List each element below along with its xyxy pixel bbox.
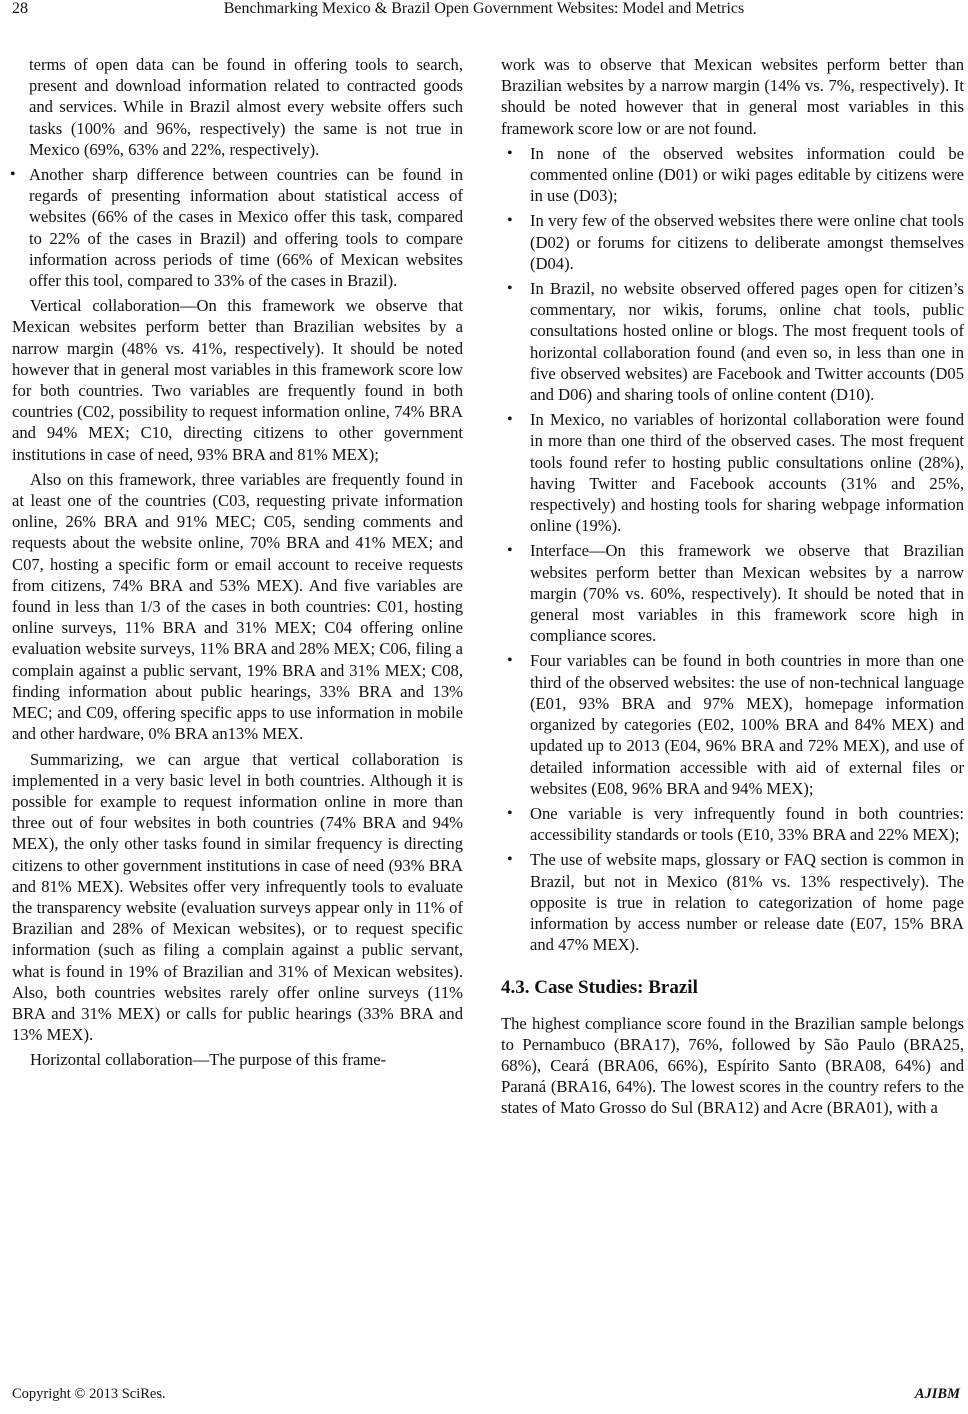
- right-column: [501, 54, 964, 1119]
- left-column: [12, 54, 463, 1071]
- paragraph: Vertical collaboration—On this framework we observe that Mexican websites perform better than Brazilian websites by a narrow margin (48% vs. 41%, respectively). It should be noted however that in general most variables in this framework score low for both countries. Two variables are frequently found in both countries (C02, possibility to request information online, 74% BRA and 94% MEX; C10, directing citizens to other government institutions in case of need, 93% BRA and 81% MEX);: [12, 296, 463, 464]
- paragraph: Also on this framework, three variables are frequently found in at least one of the countries (C03, requesting private information online, 26% BRA and 91% MEC; C05, sending comments and requests about the website online, 70% BRA and 41% MEX; and C07, hosting a specific form or email account to receive requests from citizens, 74% BRA and 53% MEX). And five variables are found in less than 1/3 of the cases in both countries: C01, hosting online surveys, 11% BRA and 31% MEX; C04 offering online evaluation website surveys, 11% BRA and 28% MEX; C06, filing a complain against a public servant, 19% BRA and 31% MEX; C08, finding information about public hearings, 33% BRA and 13% MEC; and C09, offering specific apps to use information in mobile and other hardware, 0% BRA an13% MEX.: [12, 469, 463, 744]
- paragraph: work was to observe that Mexican websites perform better than Brazilian websites by a narrow margin (14% vs. 7%, respectively). It should be noted however that in general most variables in this framework score low or are not found.: [501, 55, 964, 138]
- list-item: • The use of website maps, glossary or FAQ section is common in Brazil, but not in Mexico (81% vs. 13% respectively). The opposite is true in relation to categorization of home page information by access number or release date (E07, 15% BRA and 47% MEX).: [501, 849, 964, 955]
- section-heading: 4.3. Case Studies: Brazil: [501, 977, 698, 999]
- copyright-notice: Copyright © 2013 SciRes.: [12, 1386, 166, 1402]
- running-header: Benchmarking Mexico & Brazil Open Government Websites: Model and Metrics: [223, 0, 745, 17]
- paragraph: The highest compliance score found in the Brazilian sample belongs to Pernambuco (BRA17), 76%, followed by São Paulo (BRA25, 68%), Ceará (BRA06, 66%), Espírito Santo (BRA08, 64%) and Paraná (BRA16, 64%). The lowest scores in the country refers to the states of Mato Grosso do Sul (BRA12) and Acre (BRA01), with a: [501, 1013, 964, 1118]
- list-item: • Interface—On this framework we observe that Brazilian websites perform better than Mexican websites by a narrow margin (70% vs. 60%, respectively). It should be noted that in general most variables in this framework score high in compliance scores.: [501, 540, 964, 646]
- paragraph: Summarizing, we can argue that vertical collaboration is implemented in a very basic level in both countries. Although it is possible for example to request information online in more than three out of four websites in both countries (74% BRA and 94% MEX), the only other tasks found in similar frequency is directing citizens to other government institutions in case of need (93% BRA and 81% MEX). Websites offer very infrequently tools to evaluate the transparency website (evaluation surveys appear only in 11% of Brazilian and 28% of Mexican websites), or to request specific information (such as filing a complain against a public servant, what is found in 19% of Brazilian and 31% of Mexican websites). Also, both countries websites rarely offer online surveys (11% BRA and 31% MEX) or calls for public hearings (33% BRA and 13% MEX).: [12, 749, 463, 1045]
- continued-bullet-list: [12, 54, 463, 160]
- list-item: • Four variables can be found in both countries in more than one third of the observed websites: the use of non-technical language (E01, 93% BRA and 97% MEX), homepage information organized by categories (E02, 100% BRA and 84% MEX) and updated up to 2013 (E04, 96% BRA and 72% MEX), and use of detailed information accessible with aid of external files or websites (E08, 96% BRA and 94% MEX);: [501, 650, 964, 798]
- list-item: • In none of the observed websites information could be commented online (D01) or wiki pages editable by citizens were in use (D03);: [501, 143, 964, 207]
- list-item: • In Brazil, no website observed offered pages open for citizen’s commentary, nor wikis, forums, online chat tools, public consultations hosted online or blogs. The most frequent tools of horizontal collaboration found (and even so, in less than one in five observed websites) are Facebook and Twitter accounts (D05 and D06) and sharing tools of online content (D10).: [501, 278, 964, 405]
- bullet-list: [12, 164, 463, 291]
- list-item: • In Mexico, no variables of horizontal collaboration were found in more than one third of the observed cases. The most frequent tools found refer to hosting public consultations online (28%), having Twitter and Facebook accounts (31% and 25%, respectively) and hosting tools for sharing webpage information online (19%).: [501, 409, 964, 536]
- list-item: • In very few of the observed websites there were online chat tools (D02) or forums for citizens to deliberate amongst themselves (D04).: [501, 210, 964, 274]
- paragraph: Horizontal collaboration—The purpose of this frame-: [30, 1050, 387, 1070]
- page-number: 28: [12, 0, 28, 17]
- list-item: • Another sharp difference between countries can be found in regards of presenting information about statistical access of websites (66% of the cases in Mexico offer this task, compared to 22% of the cases in Brazil) and offering tools to compare information across periods of time (66% of Mexican websites offer this tool, compared to 33% of the cases in Brazil).: [12, 164, 463, 291]
- list-item: • One variable is very infrequently found in both countries: accessibility standards or tools (E10, 33% BRA and 22% MEX);: [501, 803, 964, 845]
- journal-name: AJIBM: [914, 1386, 960, 1402]
- bullet-list: [501, 143, 964, 956]
- list-item: terms of open data can be found in offering tools to search, present and download information related to contracted goods and services. While in Brazil almost every website offers such tasks (100% and 96%, respectively) the same is not true in Mexico (69%, 63% and 22%, respectively).: [29, 55, 463, 159]
